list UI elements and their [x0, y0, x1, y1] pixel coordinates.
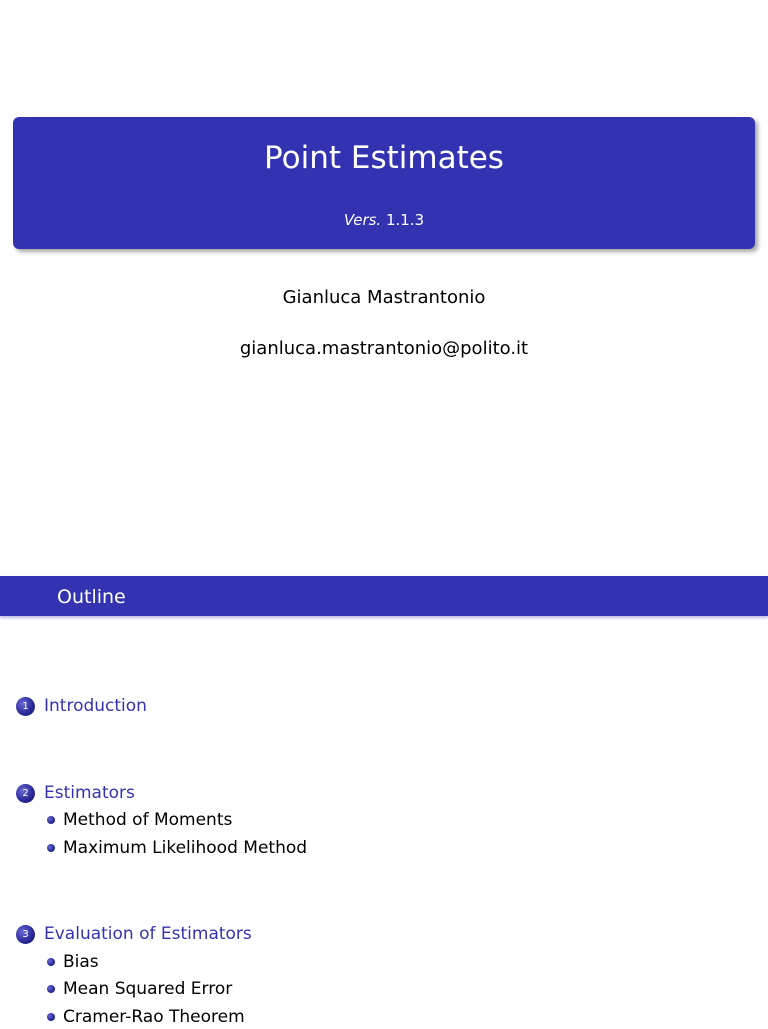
toc-subsection-method-of-moments[interactable] [47, 808, 232, 832]
bullet-icon [47, 1013, 55, 1021]
toc-section-label: Evaluation of Estimators [44, 924, 252, 944]
toc-subsection-label: Cramer-Rao Theorem [63, 1007, 245, 1027]
frame-title: Outline [57, 586, 126, 608]
toc-subsection-label: Bias [63, 952, 99, 972]
version-label: Vers. [343, 211, 382, 229]
bullet-icon [47, 985, 55, 993]
toc-subsection-label: Method of Moments [63, 810, 233, 830]
toc-subsection-label: Mean Squared Error [63, 979, 233, 999]
toc-section-label: Estimators [44, 783, 135, 803]
bullet-icon [47, 958, 55, 966]
section-number-badge: 3 [16, 925, 35, 944]
toc-section-label: Introduction [44, 696, 147, 716]
toc-section-estimators[interactable] [16, 781, 135, 805]
section-number-badge: 1 [16, 697, 35, 716]
version-number: 1.1.3 [385, 211, 425, 229]
toc-section-evaluation-of-estimators[interactable] [16, 922, 252, 946]
version-line [13, 210, 755, 230]
toc-subsection-bias[interactable] [47, 950, 99, 974]
presentation-title: Point Estimates [264, 140, 504, 176]
bullet-icon [47, 816, 55, 824]
toc-subsection-label: Maximum Likelihood Method [63, 838, 308, 858]
frame-header [0, 576, 768, 616]
outline-slide [0, 576, 768, 1027]
toc-subsection-maximum-likelihood[interactable] [47, 836, 307, 860]
toc-subsection-cramer-rao-theorem[interactable] [47, 1005, 245, 1029]
toc-subsection-mean-squared-error[interactable] [47, 977, 232, 1001]
title-block [13, 117, 755, 249]
author-name: Gianluca Mastrantonio [282, 287, 486, 308]
author-email: gianluca.mastrantonio@polito.it [239, 338, 529, 359]
toc-section-introduction[interactable] [16, 694, 147, 718]
bullet-icon [47, 844, 55, 852]
section-number-badge: 2 [16, 784, 35, 803]
